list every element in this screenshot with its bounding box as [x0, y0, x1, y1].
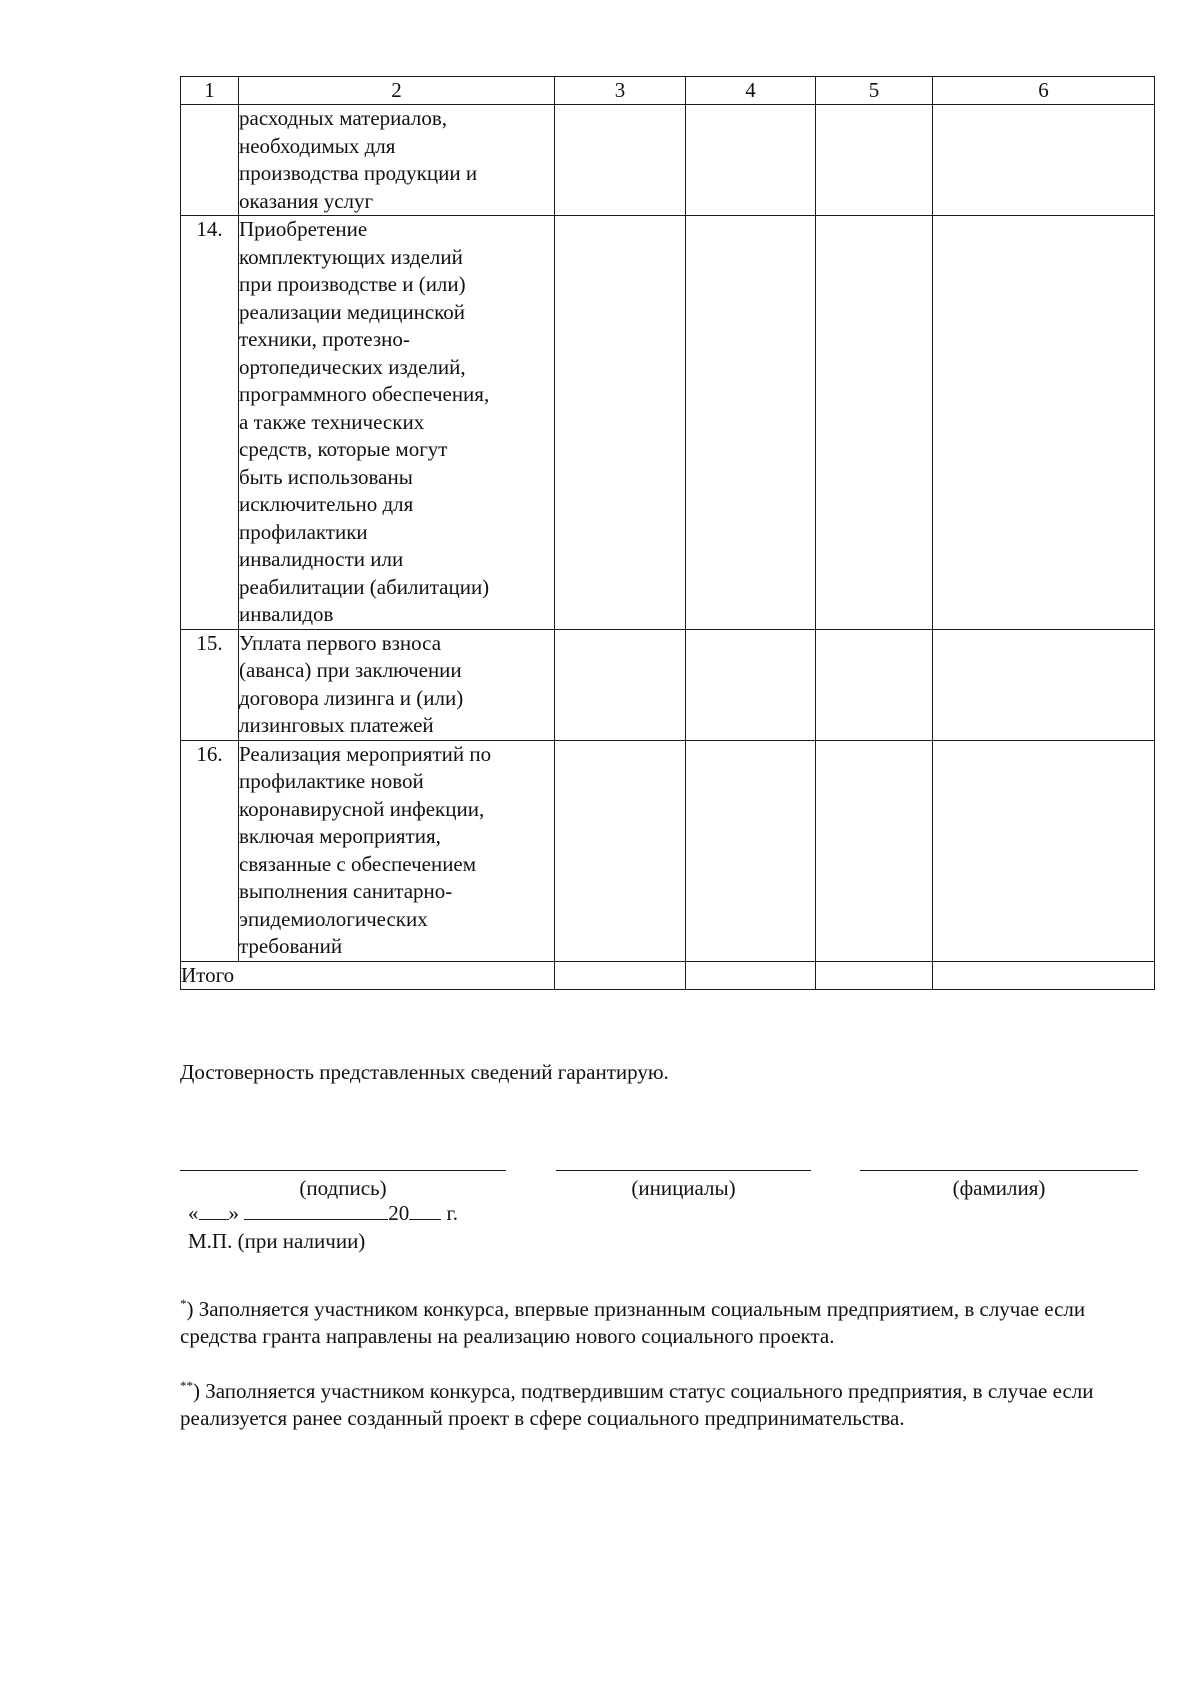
table-header-row: [181, 77, 1155, 105]
stamp-note: М.П. (при наличии): [188, 1229, 366, 1253]
description-line: Реализация мероприятий по: [239, 741, 492, 766]
description-line: Уплата первого взноса: [239, 630, 442, 655]
month-blank: [244, 1199, 388, 1220]
table-cell: [816, 961, 933, 989]
column-header: 4: [686, 77, 816, 105]
footnote: [180, 1296, 1120, 1350]
column-header: 6: [933, 77, 1155, 105]
table-cell: [933, 216, 1155, 630]
description-line: лизинговых платежей: [239, 713, 434, 737]
row-number: 16.: [181, 740, 239, 961]
description-line: быть использованы: [239, 464, 413, 489]
table-cell: [555, 740, 686, 961]
table-cell: [555, 961, 686, 989]
table-cell: [555, 216, 686, 630]
table-cell: [933, 105, 1155, 216]
description-line: выполнения санитарно-: [239, 879, 453, 903]
year-suffix: г.: [446, 1201, 458, 1225]
table-cell: [933, 961, 1155, 989]
table-cell: [686, 105, 816, 216]
row-description: [239, 216, 555, 630]
description-line: требований: [239, 934, 343, 958]
description-line: инвалидов: [239, 602, 334, 626]
description-line: связанные с обеспечением: [239, 851, 477, 876]
description-line: ортопедических изделий,: [239, 354, 466, 379]
row-number: [181, 105, 239, 216]
column-header: 5: [816, 77, 933, 105]
expense-table: [180, 76, 1155, 990]
row-number: 15.: [181, 629, 239, 740]
date-open-quote: «: [188, 1201, 199, 1225]
year-blank: [409, 1199, 441, 1220]
description-line: профилактики: [239, 519, 368, 544]
table-cell: [686, 740, 816, 961]
description-line: коронавирусной инфекции,: [239, 796, 485, 821]
description-line: расходных материалов,: [239, 106, 448, 130]
date-close-quote: »: [228, 1201, 239, 1225]
row-number: 14.: [181, 216, 239, 630]
description-line: производства продукции и: [239, 161, 478, 185]
year-prefix: 20: [388, 1201, 410, 1225]
table-cell: [686, 629, 816, 740]
row-description: [239, 740, 555, 961]
description-line: договора лизинга и (или): [239, 685, 464, 710]
authenticity-statement: Достоверность представленных сведений гарантирую.: [180, 1060, 669, 1084]
description-line: эпидемиологических: [239, 906, 428, 931]
description-line: программного обеспечения,: [239, 382, 490, 406]
table-cell: [555, 629, 686, 740]
table-cell: [816, 105, 933, 216]
table-row: [181, 740, 1155, 961]
total-label: Итого: [181, 961, 555, 989]
footnote-mark: *: [180, 1296, 187, 1311]
table-cell: [933, 629, 1155, 740]
row-description: [239, 105, 555, 216]
column-header: 2: [239, 77, 555, 105]
surname-label: (фамилия): [952, 1176, 1046, 1200]
footnote: [180, 1378, 1120, 1432]
description-line: необходимых для: [239, 133, 396, 158]
date-line: [188, 1199, 458, 1227]
table-cell: [816, 629, 933, 740]
description-line: исключительно для: [239, 492, 414, 516]
description-line: при производстве и (или): [239, 272, 466, 296]
table-cell: [555, 105, 686, 216]
column-header: 3: [555, 77, 686, 105]
description-line: (аванса) при заключении: [239, 658, 462, 682]
row-description: [239, 629, 555, 740]
table-row: [181, 629, 1155, 740]
footnote-text: ) Заполняется участником конкурса, подтвердившим статус социального предприятия, в случае если реализуется ранее созданный проект в сфере социального предпринимательства.: [180, 1379, 1094, 1430]
description-line: реализации медицинской: [239, 299, 466, 324]
table-cell: [686, 961, 816, 989]
description-line: реабилитации (абилитации): [239, 574, 490, 599]
column-header: 1: [181, 77, 239, 105]
initials-line: [556, 1170, 811, 1171]
table-cell: [686, 216, 816, 630]
description-line: включая мероприятия,: [239, 824, 441, 848]
description-line: а также технических: [239, 409, 425, 434]
table-row: [181, 105, 1155, 216]
description-line: инвалидности или: [239, 547, 404, 571]
total-row: [181, 961, 1155, 989]
signature-label: (подпись): [299, 1176, 387, 1200]
description-line: профилактике новой: [239, 769, 424, 793]
table-cell: [816, 740, 933, 961]
signature-line: [180, 1170, 506, 1171]
initials-label: (инициалы): [631, 1176, 736, 1200]
description-line: техники, протезно-: [239, 327, 410, 351]
table-cell: [933, 740, 1155, 961]
footnote-text: ) Заполняется участником конкурса, впервые признанным социальным предприятием, в случае если средства гранта направлены на реализацию нового социального проекта.: [180, 1297, 1086, 1348]
day-blank: [199, 1199, 229, 1220]
table-row: [181, 216, 1155, 630]
description-line: Приобретение: [239, 217, 368, 241]
footnote-mark: **: [180, 1378, 193, 1393]
surname-line: [860, 1170, 1138, 1171]
table-cell: [816, 216, 933, 630]
description-line: оказания услуг: [239, 188, 374, 213]
description-line: комплектующих изделий: [239, 244, 463, 269]
description-line: средств, которые могут: [239, 437, 448, 461]
